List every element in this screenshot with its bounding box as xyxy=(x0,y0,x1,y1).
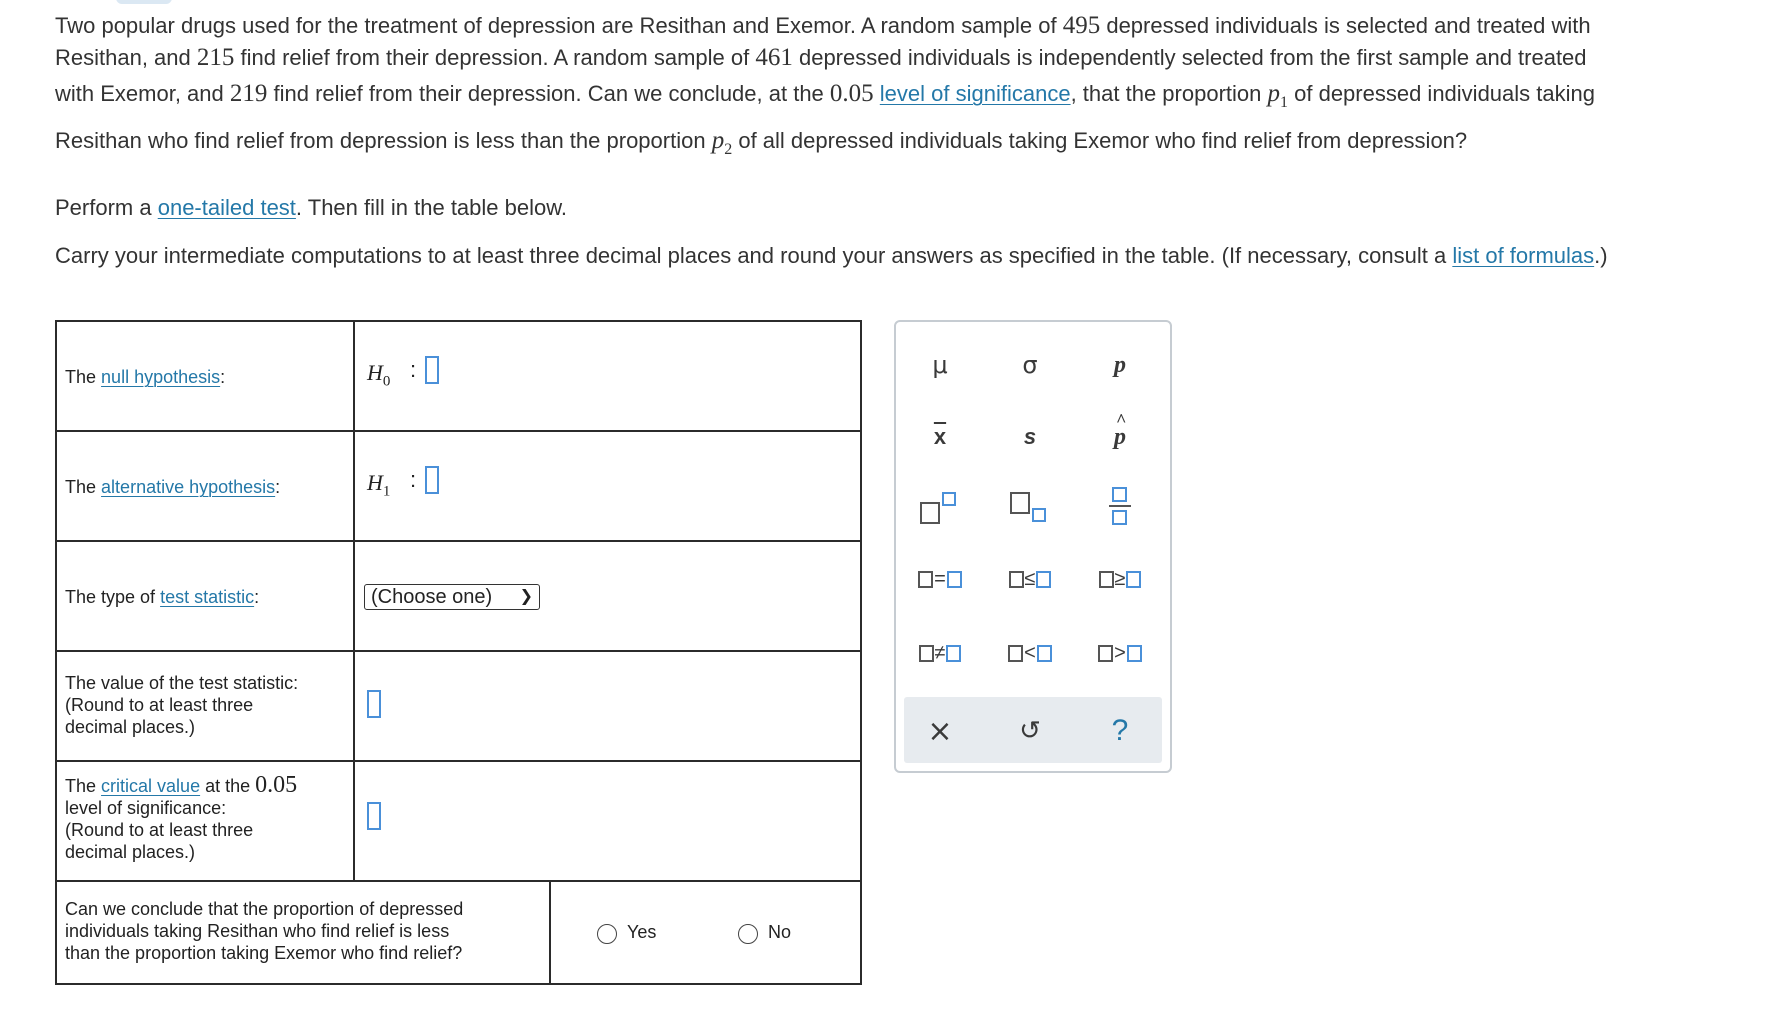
sigma-key[interactable]: σ xyxy=(1022,351,1038,379)
null-hypothesis-link[interactable]: null hypothesis xyxy=(101,367,221,387)
math-keypad xyxy=(894,320,1172,773)
alternative-hypothesis-link[interactable]: alternative hypothesis xyxy=(101,477,276,497)
null-hypothesis-input-cell: $H_0$ : xyxy=(353,320,862,432)
subscript-key[interactable] xyxy=(990,478,1070,536)
undo-button[interactable] xyxy=(990,702,1070,760)
test-statistic-value-input-cell xyxy=(353,650,862,762)
x2-value: 219 xyxy=(229,80,268,107)
test-statistic-link[interactable]: test statistic xyxy=(160,587,255,607)
greater-equal-key[interactable]: ≥ xyxy=(1080,550,1160,608)
less-equal-key[interactable]: ≤ xyxy=(990,550,1070,608)
alpha-value: 0.05 xyxy=(829,80,874,107)
p1-symbol: $p_1$ xyxy=(1267,80,1288,111)
answer-table xyxy=(55,320,862,985)
less-than-key[interactable]: < xyxy=(990,624,1070,682)
equals-key[interactable]: = xyxy=(900,550,980,608)
s-key[interactable]: s xyxy=(1023,424,1037,449)
alternative-hypothesis-input-cell: $H_1$ : xyxy=(353,430,862,542)
h0-symbol: $H_0$ xyxy=(367,360,391,390)
critical-alpha-value: 0.05 xyxy=(255,772,298,798)
h1-symbol: $H_1$ xyxy=(367,470,391,500)
test-statistic-value-label-cell: The value of the test statistic: (Round to at least three decimal places.) xyxy=(55,650,355,762)
n1-value: 495 xyxy=(1062,12,1101,39)
fraction-key[interactable] xyxy=(1080,478,1160,536)
test-statistic-type-select[interactable]: (Choose one) ❯ xyxy=(364,584,540,610)
critical-value-link[interactable]: critical value xyxy=(101,776,201,796)
alternative-hypothesis-input[interactable] xyxy=(425,466,439,494)
yes-label: Yes xyxy=(627,922,657,942)
problem-line-4: Resithan who find relief from depression is less than the proportion $p_2$ of all depressed individuals taking Exemor who find relief from depression? xyxy=(55,127,1468,158)
top-tab-indicator xyxy=(116,0,172,4)
test-statistic-value-input[interactable] xyxy=(367,690,381,718)
carry-instruction: Carry your intermediate computations to at least three decimal places and round your answers as specified in the table. (If necessary, consult a list of formulas.) xyxy=(55,243,1608,268)
superscript-key[interactable] xyxy=(900,478,980,536)
alternative-hypothesis-label-cell: The alternative hypothesis: xyxy=(55,430,355,542)
no-label: No xyxy=(768,922,792,942)
test-statistic-type-label-cell: The type of test statistic: xyxy=(55,540,355,652)
p-key[interactable]: p xyxy=(1114,351,1126,378)
perform-instruction: Perform a one-tailed test. Then fill in the table below. xyxy=(55,195,568,220)
x1-value: 215 xyxy=(196,44,235,71)
list-of-formulas-link[interactable]: list of formulas xyxy=(1452,243,1595,268)
critical-value-input-cell xyxy=(353,760,862,882)
problem-line-2: Resithan, and 215 find relief from their depression. A random sample of 461 depressed individuals is independently selected from the first sample and treated xyxy=(55,44,1587,71)
mu-key[interactable]: μ xyxy=(932,351,948,379)
help-icon: ? xyxy=(1111,714,1129,747)
undo-icon: ↺ xyxy=(1019,716,1041,746)
conclusion-options-cell xyxy=(549,880,862,985)
p-hat-key[interactable]: ^ p xyxy=(1114,409,1127,450)
chevron-down-icon: ❯ xyxy=(519,588,533,605)
help-button[interactable] xyxy=(1080,702,1160,760)
p2-symbol: $p_2$ xyxy=(711,127,733,158)
n2-value: 461 xyxy=(755,44,793,71)
problem-line-1: Two popular drugs used for the treatment of depression are Resithan and Exemor. A random sample of 495 depressed individuals is selected and treated with xyxy=(55,12,1591,39)
no-radio[interactable] xyxy=(738,924,758,944)
conclusion-label-cell: Can we conclude that the proportion of depressed individuals taking Resithan who find relief is less than the proportion taking Exemor who find relief? xyxy=(55,880,551,985)
clear-button[interactable] xyxy=(900,702,980,760)
greater-than-key[interactable]: > xyxy=(1080,624,1160,682)
level-of-significance-link[interactable]: level of significance xyxy=(879,81,1071,106)
problem-line-3: with Exemor, and 219 find relief from their depression. Can we conclude, at the 0.05 level of significance, that the proportion $p_1$ of depressed individuals taking xyxy=(55,80,1595,111)
yes-radio[interactable] xyxy=(597,924,617,944)
null-hypothesis-label-cell: The null hypothesis: xyxy=(55,320,355,432)
null-hypothesis-input[interactable] xyxy=(425,356,439,384)
critical-value-input[interactable] xyxy=(367,802,381,830)
x-bar-key[interactable]: $\overline{x}$ xyxy=(933,424,947,449)
one-tailed-test-link[interactable]: one-tailed test xyxy=(157,195,296,220)
critical-value-label-cell: The critical value at the 0.05 level of significance: (Round to at least three decimal places.) xyxy=(55,760,355,882)
close-icon: × xyxy=(927,713,953,749)
not-equal-key[interactable]: ≠ xyxy=(900,624,980,682)
